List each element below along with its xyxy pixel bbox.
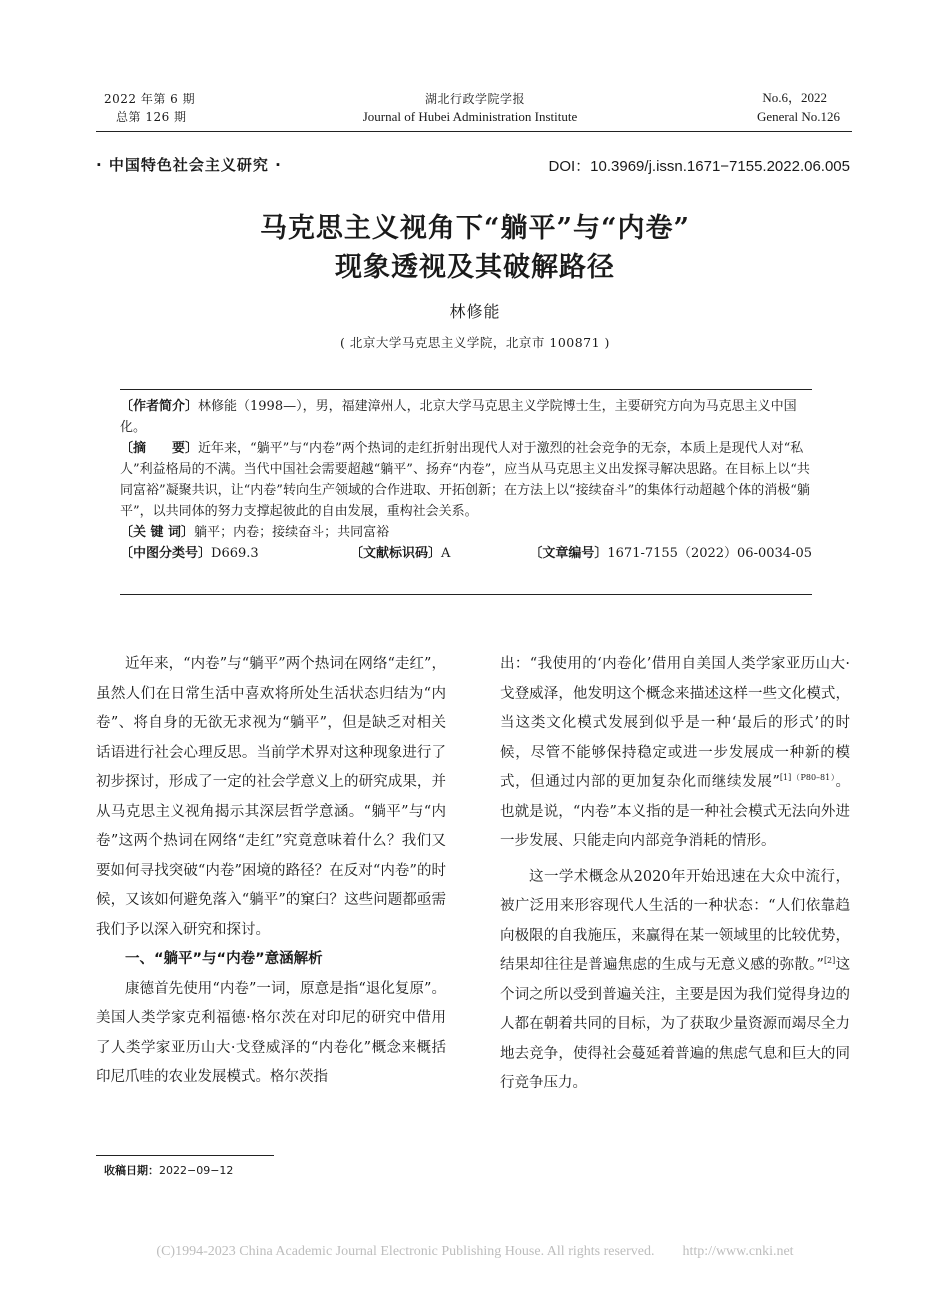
keywords-text: 躺平；内卷；接续奋斗；共同富裕 <box>194 525 390 540</box>
clc-value: D669.3 <box>211 546 259 561</box>
author-name: 林修能 <box>449 302 501 321</box>
citation-2: [2] <box>823 956 836 966</box>
author-bio <box>120 396 812 438</box>
classification-row <box>120 543 812 564</box>
doc-code-value: A <box>441 546 451 561</box>
keywords <box>120 522 812 543</box>
clc-label: 〔中图分类号〕 <box>120 546 212 561</box>
article-title-line-1: 马克思主义视角下“躺平”与“内卷” <box>259 213 691 244</box>
popularity-text: 这一学术概念从2020年开始迅速在大众中流行，被广泛用来形容现代人生活的一种状态：“人们依靠趋向极限的自我施压，来赢得在某一领域里的比较优势，结果却往往是普遍焦虑的生成与无意义感的弥散。” <box>500 868 850 973</box>
quote-text: 出：“我使用的‘内卷化’借用自美国人类学家亚历山大·戈登威泽，他发明这个概念来描述这样一些文化模式，当这类文化模式发展到似乎是一种‘最后的形式’的时候，尽管不能够保持稳定或进一步发展成一种新的模式，但通过内部的更加复杂化而继续发展” <box>500 656 850 790</box>
received-date <box>104 1162 233 1178</box>
journal-name-cn: 湖北行政学院学报 <box>424 92 525 106</box>
abstract-label: 〔摘 要〕 <box>120 441 199 456</box>
abstract-block <box>120 396 812 564</box>
paragraph-kant: 康德首先使用“内卷”一词，原意是指“退化复原”。美国人类学家克利福德·格尔茨在对印尼的研究中借用了人类学家亚历山大·戈登威泽的“内卷化”概念来概括印尼爪哇的农业发展模式。格尔茨指 <box>96 980 446 1085</box>
author-affiliation: ( 北京大学马克思主义学院，北京市 100871 ) <box>340 335 610 350</box>
footnote-rule <box>96 1155 274 1156</box>
intro-paragraph: 近年来，“内卷”与“躺平”两个热词在网络“走红”，虽然人们在日常生活中喜欢将所处生活状态归结为“内卷”、将自身的无欲无求视为“躺平”，但是缺乏对相关话语进行社会心理反思。当前学术界对这种现象进行了初步探讨，形成了一定的社会学意义上的研究成果，并从马克思主义视角揭示其深层哲学意涵。“躺平”与“内卷”这两个热词在网络“走红”究竟意味着什么？我们又要如何寻找突破“内卷”困境的路径？在反对“内卷”的时候，又该如何避免落入“躺平”的窠臼？这些问题都亟需我们予以深入研究和探讨。 <box>96 656 446 938</box>
total-issue-en: General No.126 <box>756 109 840 124</box>
paragraph-geertz-quote <box>500 650 850 857</box>
doi: DOI：10.3969/j.issn.1671−7155.2022.06.005 <box>548 158 850 175</box>
abstract-text: 近年来，“躺平”与“内卷”两个热词的走红折射出现代人对于激烈的社会竞争的无奈，本质上是现代人对“私人”利益格局的不满。当代中国社会需要超越“躺平”、扬弃“内卷”，应当从马克思主义出发探寻解决思路。在目标上以“共同富裕”凝聚共识，让“内卷”转向生产领域的合作进取、开拓创新；在方法上以“接续奋斗”的集体行动超越个体的消极“躺平”，以共同体的努力支撑起彼此的自由发展，重构社会关系。 <box>120 441 810 519</box>
section-heading-1: 一、“躺平”与“内卷”意涵解析 <box>125 951 323 967</box>
abstract-bottom-rule <box>120 594 812 595</box>
article-title-line-2: 现象透视及其破解路径 <box>335 252 615 283</box>
doc-code-label: 〔文献标识码〕 <box>350 546 442 561</box>
cnki-copyright-footer: (C)1994-2023 China Academic Journal Electronic Publishing House. All rights reserved. http://www.cnki.net <box>156 1244 794 1259</box>
bio-label: 〔作者简介〕 <box>120 399 199 414</box>
issue-number-en: No.6，2022 <box>762 90 827 105</box>
popularity-followup: 这个词之所以受到普遍关注，主要是因为我们觉得身边的人都在朝着共同的目标，为了获取少量资源而竭尽全力地去竞争，使得社会蔓延着普遍的焦虑气息和巨大的同行竞争压力。 <box>500 957 850 1091</box>
body-right-column <box>500 650 850 1099</box>
article-number-label: 〔文章编号〕 <box>529 546 608 561</box>
bio-text: 林修能（1998—），男，福建漳州人，北京大学马克思主义学院博士生，主要研究方向为马克思主义中国化。 <box>120 399 797 435</box>
article-number-value: 1671-7155（2022）06-0034-05 <box>607 546 812 561</box>
quote-followup: 。也就是说，“内卷”本义指的是一种社会模式无法向外进一步发展、只能走向内部竞争消耗的情形。 <box>500 774 850 849</box>
citation-1: [1]（P80–81） <box>779 773 836 783</box>
journal-name-en: Journal of Hubei Administration Institute <box>362 109 578 124</box>
abstract <box>120 438 812 522</box>
total-issue-cn: 总第 126 期 <box>116 110 187 124</box>
body-left-column <box>96 650 446 1093</box>
abstract-top-rule <box>120 389 812 390</box>
issue-number-cn: 2022 年第 6 期 <box>104 92 196 106</box>
received-date-value: 2022−09−12 <box>159 1164 234 1177</box>
received-label: 收稿日期： <box>104 1164 159 1177</box>
article-number <box>529 543 812 564</box>
doc-code <box>350 543 450 564</box>
section-label: · 中国特色社会主义研究 · <box>96 156 282 174</box>
clc <box>120 543 259 564</box>
header-rule <box>96 131 852 132</box>
paragraph-popularity <box>500 863 850 1099</box>
keywords-label: 〔关 键 词〕 <box>120 525 195 540</box>
